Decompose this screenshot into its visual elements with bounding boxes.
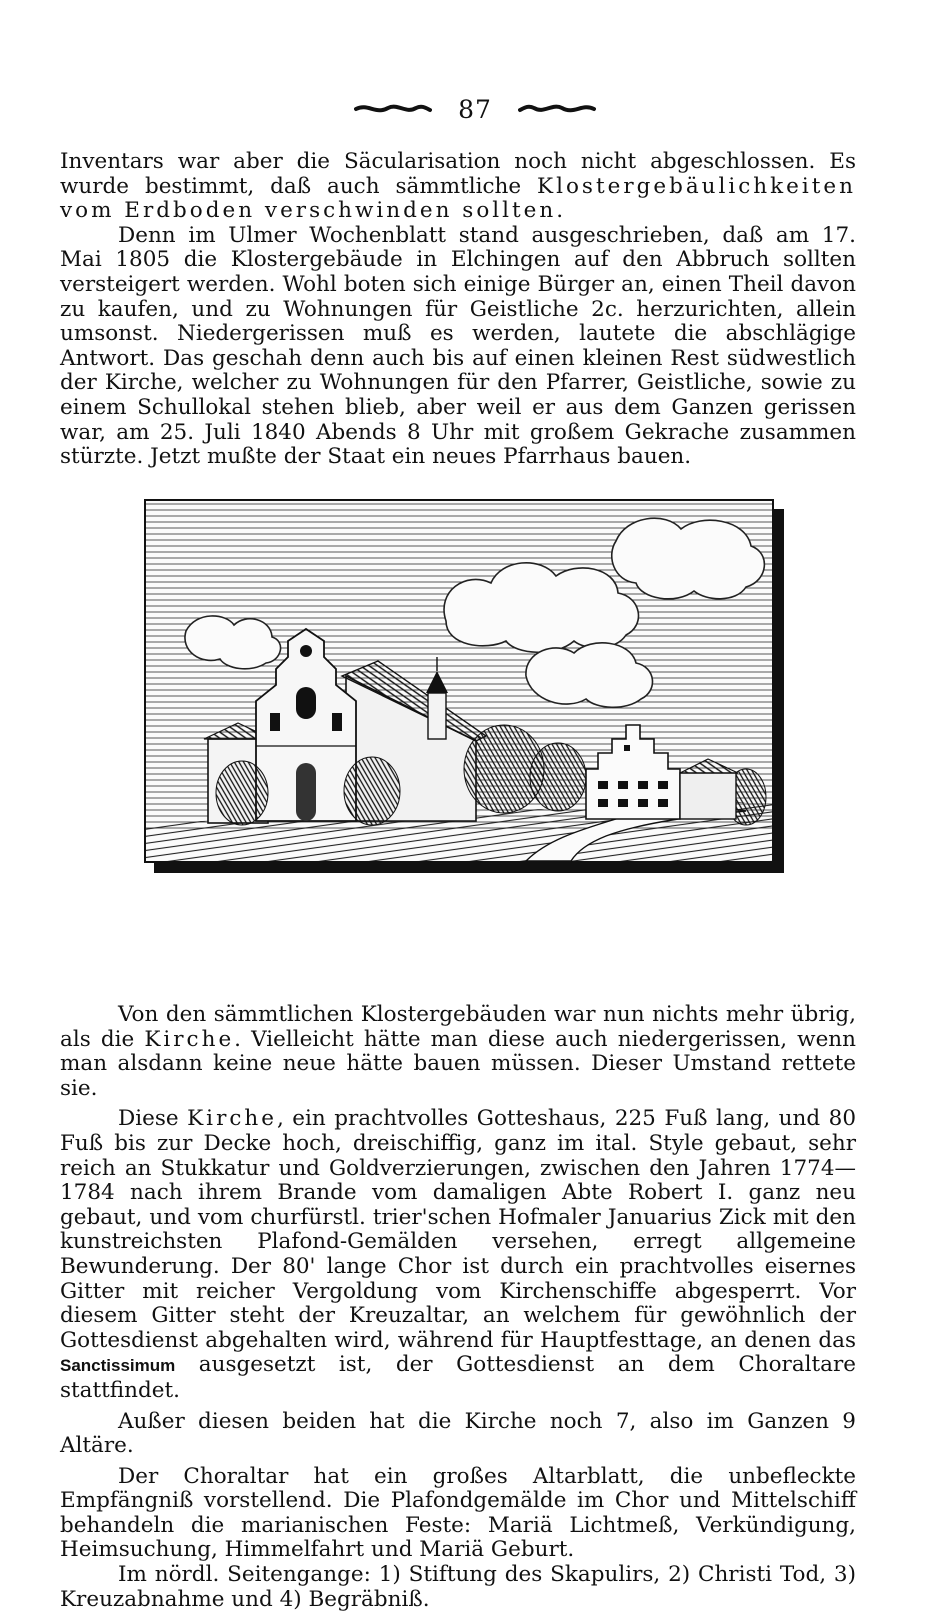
page-header — [0, 92, 950, 126]
right-ornament-icon — [518, 101, 596, 117]
paragraph-kirche-uebrig — [60, 1003, 856, 1101]
paragraph-seitengange: Im nördl. Seitengange: 1) Stiftung des Skapulirs, 2) Christi Tod, 3) Kreuzabnahme und 4) Begräbniß. — [60, 1562, 856, 1612]
top-text-block — [60, 150, 856, 470]
left-ornament-icon — [354, 101, 432, 117]
latin-sanctissimum: Sanctissimum — [60, 1356, 176, 1376]
emphasis-kirche-1: Kirche — [144, 1026, 235, 1052]
paragraph-choraltar: Der Choraltar hat ein großes Altarblatt, die unbefleckte Empfängniß vorstellend. Die Plafondgemälde im Chor und Mittelschiff behandeln die marianischen Feste: Mariä Lichtmeß, Verkündigung, Heimsuchung, Himmelfahrt und Mariä Geburt. — [60, 1463, 856, 1563]
paragraph-inventory — [60, 150, 856, 224]
emphasis-kirche-2: Kirche — [187, 1106, 277, 1132]
paragraph-altaere: Außer diesen beiden hat die Kirche noch 7, also im Ganzen 9 Altäre. — [60, 1408, 856, 1459]
page-number: 87 — [458, 94, 492, 124]
paragraph-kirche-beschreibung — [60, 1107, 856, 1403]
bottom-text-block — [60, 1003, 856, 1612]
paragraph-kirche-beschreibung-c: ausgesetzt ist, der Gottesdienst an dem Choraltare stattfindet. — [60, 1352, 856, 1403]
paragraph-inventory-line1: Inventars war aber die Säcularisation noch nicht abgeschlossen. Es wurde — [60, 149, 856, 199]
emphasis-klostergebaeude: Klostergebäulichkeiten vom Erdboden verschwinden sollten. — [60, 173, 856, 224]
paragraph-ulmer-wochenblatt: Denn im Ulmer Wochenblatt stand ausgeschrieben, daß am 17. Mai 1805 die Klostergebäude in Elchingen auf den Abbruch sollten versteigert werden. Wohl boten sich einige Bürger an, einen Theil davon zu kaufen, und zu Wohnungen für Geistliche 2c. herzurichten, allein umsonst. Niedergerissen muß es werden, lautete die abschlägige Antwort. Das geschah denn auch bis auf einen kleinen Rest südwestlich der Kirche, welcher zu Wohnungen für den Pfarrer, Geistliche, sowie zu einem Schullokal stehen blieb, aber weil er aus dem Ganzen gerissen war, am 25. Juli 1840 Abends 8 Uhr mit großem Gekrache zusammen stürzte. Jetzt mußte der Staat ein neues Pfarrhaus bauen. — [60, 222, 856, 470]
paragraph-kirche-beschreibung-a: Diese — [118, 1106, 188, 1132]
paragraph-kirche-beschreibung-b: , ein prachtvolles Gotteshaus, 225 Fuß lang, und 80 Fuß bis zur Decke hoch, dreischiffig, ganz im ital. Style gebaut, sehr reich an Stukkatur und Goldverzierungen, zwischen den Jahren 1774—1784 nach ihrem Brande vom damaligen Abte Robert I. ganz neu gebaut, und vom churfürstl. trier'schen Hofmaler Januarius Zick mit den kunstreichsten Plafond-Gemälden versehen, erregt allgemeine Bewunderung. Der 80' lange Chor ist durch ein prachtvolles eisernes Gitter mit reicher Vergoldung vom Kirchenschiffe abgesperrt. Vor diesem Gitter steht der Kreuzaltar, an welchem für gewöhnlich der Gottesdienst abgehalten wird, während für Hauptfesttage, an denen das — [60, 1106, 857, 1353]
paragraph-kirche-uebrig-a: Von den sämmtlichen Klostergebäuden war nun nichts mehr übrig, als die — [60, 1002, 856, 1052]
paragraph-inventory-line2: bestimmt, daß auch sämmtliche — [144, 173, 538, 199]
church-illustration — [144, 499, 774, 863]
paragraph-kirche-uebrig-b: . Vielleicht hätte man diese auch niedergerissen, wenn man alsdann keine neue hätte bauen müssen. Dieser Umstand rettete sie. — [60, 1026, 857, 1101]
church-engraving-icon — [146, 501, 772, 861]
